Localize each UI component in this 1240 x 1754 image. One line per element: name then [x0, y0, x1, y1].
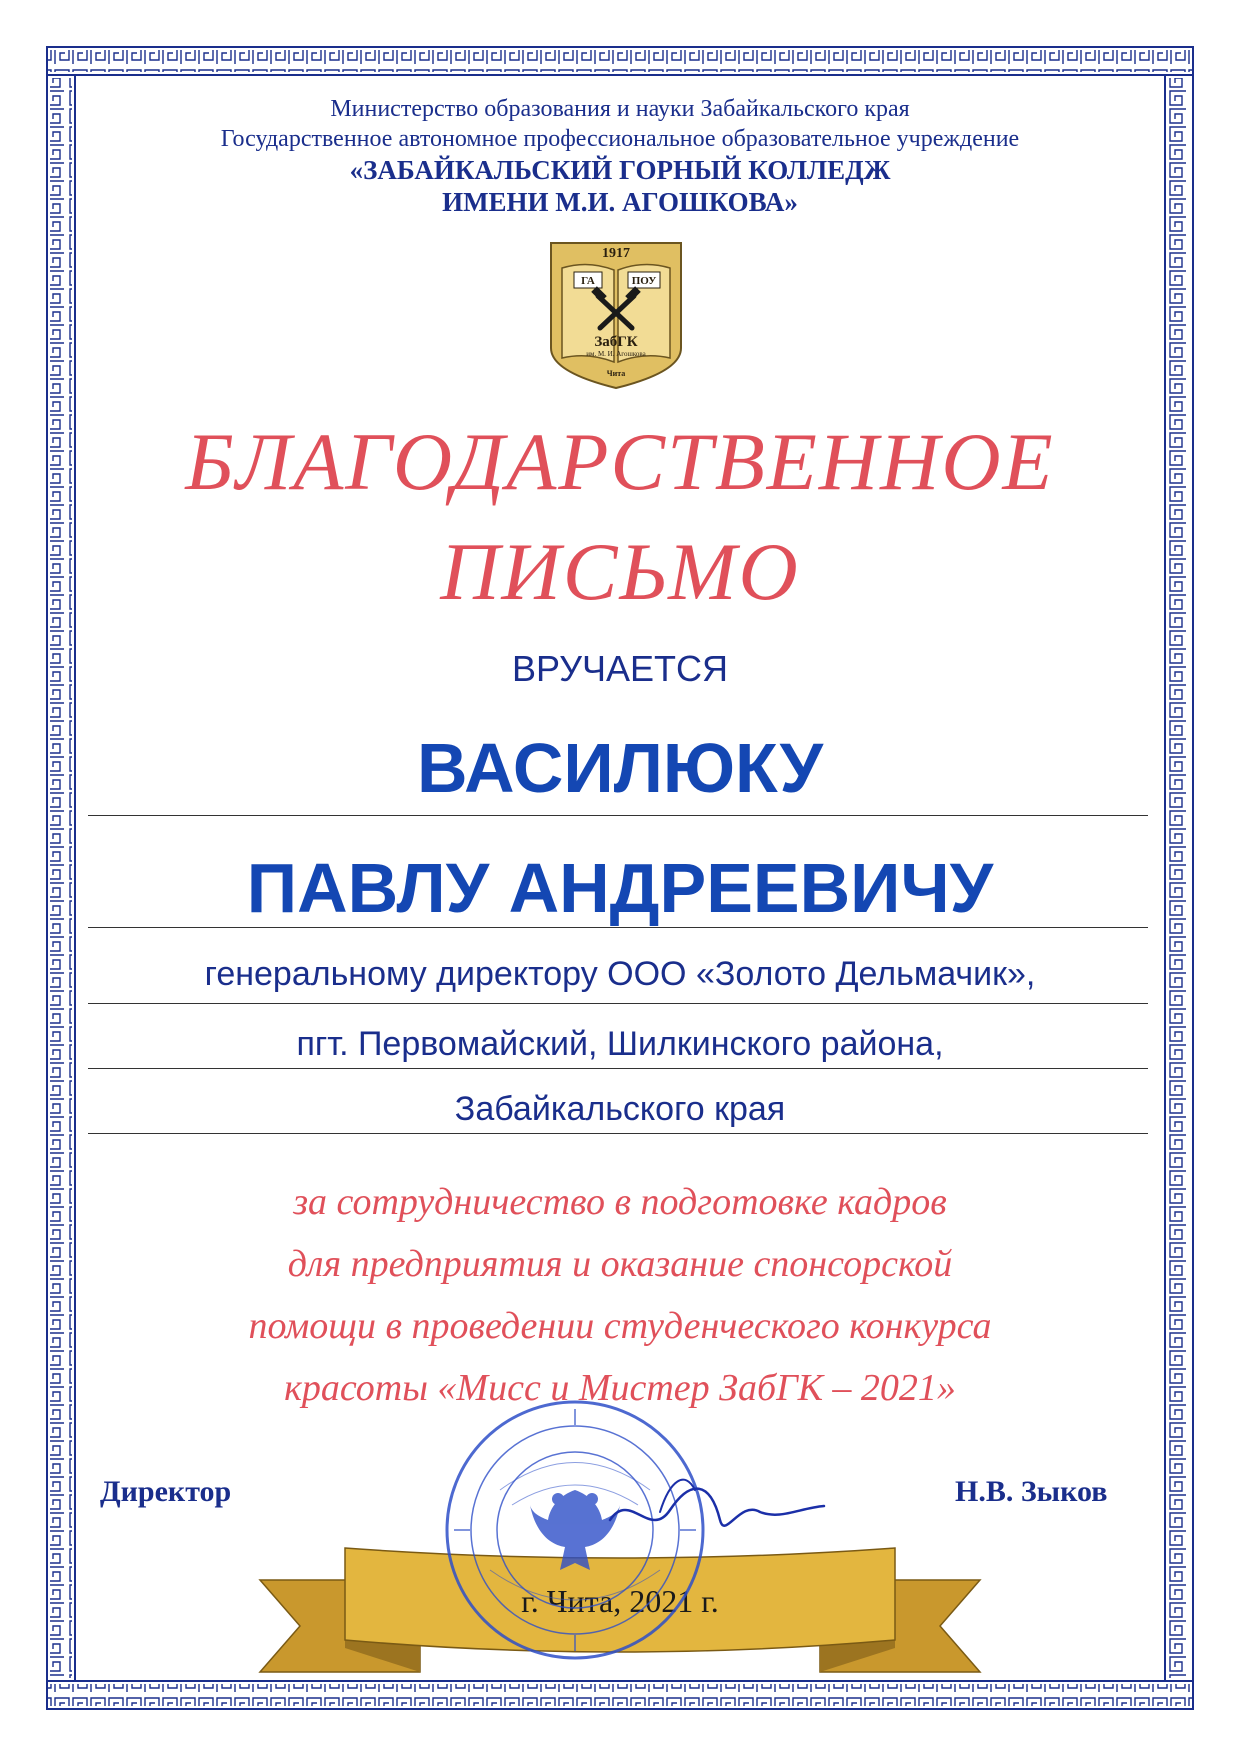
recipient-region: Забайкальского края: [454, 1090, 786, 1128]
emblem-year: 1917: [602, 246, 630, 261]
recipient-position: генеральному директору ООО «Золото Дельмачик»,: [204, 955, 1036, 993]
underline-2: [88, 927, 1148, 928]
reason-line-1: за сотрудничество в подготовке кадров: [293, 1181, 947, 1223]
college-name-line-2: ИМЕНИ М.И. АГОШКОВА»: [442, 187, 798, 217]
recipient-surname: ВАСИЛЮКУ: [416, 729, 824, 807]
underline-3: [88, 1003, 1148, 1004]
given-label: ВРУЧАЕТСЯ: [511, 648, 729, 689]
recipient-location: пгт. Первомайский, Шилкинского района,: [296, 1025, 944, 1063]
emblem-tag-right: ПОУ: [631, 275, 657, 287]
signatory-name: Н.В. Зыков: [955, 1475, 1108, 1508]
underline-4: [88, 1068, 1148, 1069]
place-date: г. Чита, 2021 г.: [521, 1583, 719, 1619]
emblem-subtitle: им. М. И. Агошкова: [586, 350, 646, 358]
institution-type-line: Государственное автономное профессиональное образовательное учреждение: [220, 126, 1020, 152]
ministry-line: Министерство образования и науки Забайкальского края: [330, 96, 910, 122]
title-line-1: БЛАГОДАРСТВЕННОЕ: [185, 416, 1055, 507]
recipient-name: ПАВЛУ АНДРЕЕВИЧУ: [246, 849, 994, 927]
reason-line-3: помощи в проведении студенческого конкурса: [248, 1305, 992, 1347]
emblem-tag-left: ГА: [581, 275, 595, 287]
title-line-2: ПИСЬМО: [440, 526, 800, 617]
handwritten-signature: [600, 1450, 830, 1570]
college-name-line: «ЗАБАЙКАЛЬСКИЙ ГОРНЫЙ КОЛЛЕДЖ: [349, 155, 891, 185]
reason-line-2: для предприятия и оказание спонсорской: [287, 1243, 953, 1285]
emblem-abbr: ЗабГК: [594, 334, 638, 350]
underline-5: [88, 1133, 1148, 1134]
underline-1: [88, 815, 1148, 816]
emblem-city: Чита: [606, 369, 626, 378]
signatory-role: Директор: [100, 1475, 232, 1508]
reason-line-4: красоты «Мисс и Мистер ЗабГК – 2021»: [284, 1367, 956, 1409]
college-emblem-icon: [548, 240, 684, 390]
